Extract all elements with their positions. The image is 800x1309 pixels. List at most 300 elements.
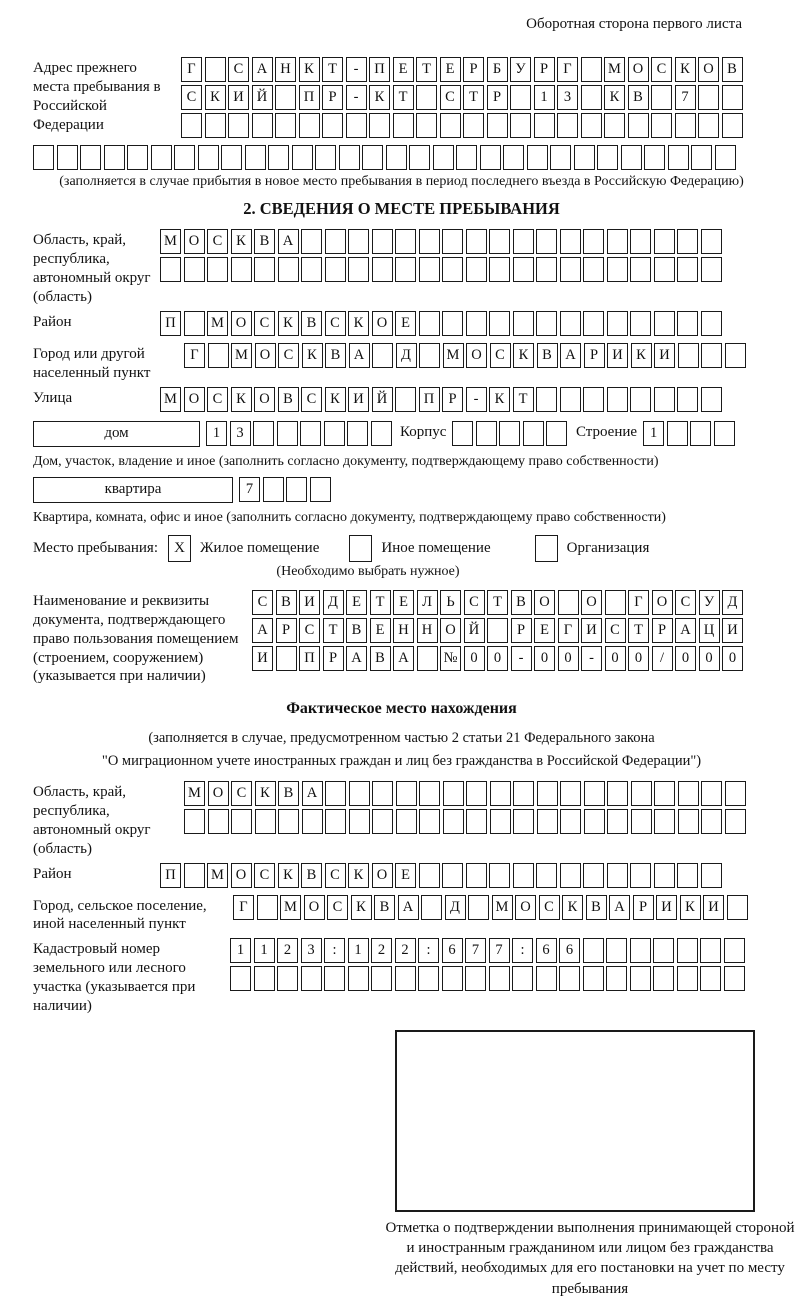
char-box[interactable] <box>489 311 510 336</box>
char-box[interactable]: Ь <box>440 590 461 615</box>
char-box[interactable] <box>701 387 722 412</box>
char-box[interactable] <box>371 966 392 991</box>
char-box[interactable]: В <box>511 590 532 615</box>
char-box[interactable] <box>466 863 487 888</box>
char-box[interactable]: Е <box>346 590 367 615</box>
char-box[interactable] <box>419 781 440 806</box>
char-box[interactable] <box>487 618 508 643</box>
char-box[interactable]: Р <box>463 57 484 82</box>
char-box[interactable]: Й <box>252 85 273 110</box>
char-box[interactable]: Е <box>393 590 414 615</box>
char-box[interactable]: С <box>490 343 511 368</box>
char-box[interactable]: 0 <box>605 646 626 671</box>
char-box[interactable] <box>255 809 276 834</box>
char-box[interactable] <box>301 257 322 282</box>
char-box[interactable]: И <box>348 387 369 412</box>
char-box[interactable]: Т <box>487 590 508 615</box>
char-box[interactable] <box>442 311 463 336</box>
char-box[interactable]: Д <box>396 343 417 368</box>
stroenie-row[interactable] <box>643 421 737 446</box>
char-box[interactable]: Д <box>445 895 466 920</box>
char-box[interactable]: К <box>680 895 701 920</box>
char-box[interactable] <box>253 421 274 446</box>
char-box[interactable]: 3 <box>301 938 322 963</box>
char-box[interactable] <box>476 421 497 446</box>
char-box[interactable]: К <box>348 863 369 888</box>
char-box[interactable] <box>558 590 579 615</box>
char-box[interactable] <box>396 809 417 834</box>
char-box[interactable]: Т <box>322 57 343 82</box>
char-box[interactable] <box>300 421 321 446</box>
char-box[interactable] <box>654 229 675 254</box>
char-box[interactable]: Й <box>464 618 485 643</box>
char-box[interactable]: С <box>299 618 320 643</box>
char-box[interactable] <box>324 421 345 446</box>
char-box[interactable]: 0 <box>699 646 720 671</box>
char-box[interactable]: М <box>207 863 228 888</box>
char-box[interactable] <box>419 343 440 368</box>
char-box[interactable] <box>560 781 581 806</box>
char-box[interactable]: О <box>652 590 673 615</box>
char-box[interactable] <box>254 966 275 991</box>
char-box[interactable] <box>184 311 205 336</box>
char-box[interactable] <box>560 809 581 834</box>
char-box[interactable] <box>254 257 275 282</box>
char-box[interactable]: К <box>299 57 320 82</box>
char-box[interactable] <box>534 113 555 138</box>
char-box[interactable]: Н <box>275 57 296 82</box>
char-box[interactable] <box>605 590 626 615</box>
char-box[interactable]: К <box>325 387 346 412</box>
char-box[interactable] <box>678 809 699 834</box>
char-box[interactable]: О <box>534 590 555 615</box>
char-box[interactable]: В <box>586 895 607 920</box>
char-box[interactable] <box>503 145 524 170</box>
char-box[interactable]: В <box>346 618 367 643</box>
char-box[interactable]: 1 <box>534 85 555 110</box>
char-box[interactable]: С <box>207 229 228 254</box>
char-box[interactable]: И <box>703 895 724 920</box>
char-box[interactable] <box>701 311 722 336</box>
char-box[interactable] <box>654 387 675 412</box>
char-box[interactable] <box>395 257 416 282</box>
char-box[interactable]: О <box>372 863 393 888</box>
char-box[interactable] <box>512 966 533 991</box>
char-box[interactable] <box>207 257 228 282</box>
char-box[interactable] <box>621 145 642 170</box>
char-box[interactable]: П <box>369 57 390 82</box>
char-box[interactable] <box>583 387 604 412</box>
char-box[interactable]: С <box>327 895 348 920</box>
char-box[interactable] <box>560 229 581 254</box>
char-box[interactable] <box>584 809 605 834</box>
document-row-1[interactable] <box>252 590 746 615</box>
char-box[interactable]: 3 <box>230 421 251 446</box>
char-box[interactable]: С <box>252 590 273 615</box>
char-box[interactable] <box>275 113 296 138</box>
char-box[interactable]: : <box>418 938 439 963</box>
char-box[interactable] <box>339 145 360 170</box>
char-box[interactable] <box>275 85 296 110</box>
char-box[interactable] <box>527 145 548 170</box>
char-box[interactable] <box>691 145 712 170</box>
char-box[interactable]: В <box>278 387 299 412</box>
char-box[interactable] <box>395 229 416 254</box>
char-box[interactable] <box>292 145 313 170</box>
char-box[interactable]: П <box>160 863 181 888</box>
char-box[interactable]: О <box>254 387 275 412</box>
char-box[interactable] <box>604 113 625 138</box>
region-row-1[interactable] <box>160 229 724 254</box>
char-box[interactable] <box>278 809 299 834</box>
checkbox-residential[interactable]: X <box>168 535 191 562</box>
char-box[interactable]: Н <box>393 618 414 643</box>
char-box[interactable]: В <box>254 229 275 254</box>
char-box[interactable]: В <box>301 863 322 888</box>
char-box[interactable]: О <box>698 57 719 82</box>
char-box[interactable] <box>301 966 322 991</box>
char-box[interactable] <box>698 85 719 110</box>
char-box[interactable]: У <box>510 57 531 82</box>
char-box[interactable]: А <box>252 57 273 82</box>
checkbox-organization[interactable] <box>535 535 558 562</box>
char-box[interactable] <box>208 809 229 834</box>
char-box[interactable]: О <box>440 618 461 643</box>
char-box[interactable] <box>654 311 675 336</box>
char-box[interactable]: В <box>722 57 743 82</box>
char-box[interactable] <box>346 113 367 138</box>
char-box[interactable]: А <box>278 229 299 254</box>
char-box[interactable] <box>583 257 604 282</box>
char-box[interactable]: Б <box>487 57 508 82</box>
char-box[interactable]: 1 <box>230 938 251 963</box>
char-box[interactable] <box>678 781 699 806</box>
char-box[interactable]: П <box>299 85 320 110</box>
char-box[interactable] <box>560 257 581 282</box>
char-box[interactable] <box>725 809 746 834</box>
char-box[interactable] <box>463 113 484 138</box>
char-box[interactable] <box>231 809 252 834</box>
char-box[interactable]: В <box>374 895 395 920</box>
char-box[interactable] <box>442 229 463 254</box>
char-box[interactable] <box>466 229 487 254</box>
char-box[interactable]: А <box>675 618 696 643</box>
char-box[interactable]: О <box>231 311 252 336</box>
char-box[interactable] <box>677 387 698 412</box>
char-box[interactable] <box>651 113 672 138</box>
char-box[interactable]: К <box>255 781 276 806</box>
char-box[interactable] <box>440 113 461 138</box>
char-box[interactable]: А <box>398 895 419 920</box>
char-box[interactable] <box>322 113 343 138</box>
char-box[interactable]: А <box>560 343 581 368</box>
char-box[interactable]: 0 <box>534 646 555 671</box>
char-box[interactable] <box>348 257 369 282</box>
char-box[interactable] <box>722 85 743 110</box>
char-box[interactable] <box>630 938 651 963</box>
char-box[interactable] <box>386 145 407 170</box>
char-box[interactable]: Р <box>511 618 532 643</box>
char-box[interactable] <box>654 257 675 282</box>
char-box[interactable] <box>654 863 675 888</box>
char-box[interactable] <box>443 809 464 834</box>
char-box[interactable] <box>466 257 487 282</box>
char-box[interactable]: - <box>346 85 367 110</box>
district-row[interactable] <box>160 311 724 336</box>
char-box[interactable]: О <box>581 590 602 615</box>
char-box[interactable]: 2 <box>277 938 298 963</box>
char-box[interactable]: А <box>252 618 273 643</box>
char-box[interactable] <box>184 863 205 888</box>
char-box[interactable] <box>536 387 557 412</box>
char-box[interactable]: О <box>184 387 205 412</box>
char-box[interactable]: С <box>207 387 228 412</box>
char-box[interactable] <box>560 863 581 888</box>
char-box[interactable]: К <box>351 895 372 920</box>
char-box[interactable] <box>489 257 510 282</box>
char-box[interactable] <box>581 85 602 110</box>
char-box[interactable] <box>714 421 735 446</box>
char-box[interactable] <box>231 257 252 282</box>
char-box[interactable] <box>489 863 510 888</box>
char-box[interactable] <box>228 113 249 138</box>
char-box[interactable]: С <box>651 57 672 82</box>
char-box[interactable] <box>325 229 346 254</box>
char-box[interactable] <box>651 85 672 110</box>
char-box[interactable]: В <box>276 590 297 615</box>
char-box[interactable] <box>347 421 368 446</box>
char-box[interactable] <box>583 938 604 963</box>
char-box[interactable]: 0 <box>558 646 579 671</box>
char-box[interactable]: О <box>255 343 276 368</box>
char-box[interactable] <box>499 421 520 446</box>
char-box[interactable] <box>174 145 195 170</box>
char-box[interactable] <box>245 145 266 170</box>
char-box[interactable]: К <box>631 343 652 368</box>
char-box[interactable]: Р <box>442 387 463 412</box>
char-box[interactable] <box>654 809 675 834</box>
apartment-row[interactable] <box>239 477 333 502</box>
char-box[interactable]: М <box>160 229 181 254</box>
char-box[interactable] <box>536 966 557 991</box>
char-box[interactable] <box>701 863 722 888</box>
char-box[interactable]: А <box>346 646 367 671</box>
char-box[interactable] <box>536 257 557 282</box>
prev-address-row-3[interactable] <box>181 113 745 138</box>
char-box[interactable] <box>700 966 721 991</box>
char-box[interactable] <box>369 113 390 138</box>
char-box[interactable]: 7 <box>465 938 486 963</box>
char-box[interactable] <box>325 257 346 282</box>
char-box[interactable]: Р <box>584 343 605 368</box>
char-box[interactable]: Е <box>393 57 414 82</box>
prev-address-row-4[interactable] <box>33 145 770 170</box>
char-box[interactable]: П <box>419 387 440 412</box>
char-box[interactable] <box>668 145 689 170</box>
char-box[interactable]: Н <box>417 618 438 643</box>
char-box[interactable] <box>550 145 571 170</box>
char-box[interactable]: О <box>184 229 205 254</box>
char-box[interactable] <box>372 809 393 834</box>
char-box[interactable]: Т <box>416 57 437 82</box>
char-box[interactable] <box>456 145 477 170</box>
char-box[interactable] <box>581 113 602 138</box>
char-box[interactable] <box>151 145 172 170</box>
char-box[interactable] <box>466 781 487 806</box>
char-box[interactable]: / <box>652 646 673 671</box>
char-box[interactable]: : <box>324 938 345 963</box>
char-box[interactable]: К <box>369 85 390 110</box>
char-box[interactable] <box>419 229 440 254</box>
char-box[interactable] <box>480 145 501 170</box>
char-box[interactable]: М <box>231 343 252 368</box>
char-box[interactable] <box>644 145 665 170</box>
char-box[interactable]: Р <box>276 618 297 643</box>
char-box[interactable] <box>268 145 289 170</box>
char-box[interactable]: У <box>699 590 720 615</box>
house-number-row[interactable] <box>206 421 394 446</box>
char-box[interactable]: Д <box>323 590 344 615</box>
char-box[interactable]: 0 <box>675 646 696 671</box>
char-box[interactable] <box>372 781 393 806</box>
char-box[interactable]: Й <box>372 387 393 412</box>
char-box[interactable]: Т <box>628 618 649 643</box>
char-box[interactable] <box>584 781 605 806</box>
char-box[interactable] <box>678 343 699 368</box>
char-box[interactable]: И <box>299 590 320 615</box>
char-box[interactable] <box>160 257 181 282</box>
char-box[interactable]: Т <box>323 618 344 643</box>
char-box[interactable]: С <box>231 781 252 806</box>
char-box[interactable] <box>181 113 202 138</box>
document-row-2[interactable] <box>252 618 746 643</box>
char-box[interactable]: Р <box>633 895 654 920</box>
char-box[interactable] <box>724 966 745 991</box>
char-box[interactable]: Т <box>513 387 534 412</box>
char-box[interactable]: Р <box>322 85 343 110</box>
cadastre-row-1[interactable] <box>230 938 747 963</box>
char-box[interactable] <box>33 145 54 170</box>
char-box[interactable]: С <box>539 895 560 920</box>
char-box[interactable]: И <box>722 618 743 643</box>
char-box[interactable]: С <box>325 863 346 888</box>
char-box[interactable] <box>675 113 696 138</box>
char-box[interactable] <box>513 311 534 336</box>
char-box[interactable] <box>371 421 392 446</box>
char-box[interactable]: Е <box>440 57 461 82</box>
char-box[interactable]: И <box>607 343 628 368</box>
char-box[interactable] <box>510 113 531 138</box>
prev-address-row-2[interactable] <box>181 85 745 110</box>
char-box[interactable] <box>396 781 417 806</box>
char-box[interactable] <box>536 229 557 254</box>
char-box[interactable] <box>490 809 511 834</box>
char-box[interactable] <box>221 145 242 170</box>
char-box[interactable]: А <box>349 343 370 368</box>
char-box[interactable] <box>442 863 463 888</box>
char-box[interactable] <box>677 938 698 963</box>
char-box[interactable]: 0 <box>464 646 485 671</box>
char-box[interactable] <box>230 966 251 991</box>
char-box[interactable] <box>372 229 393 254</box>
char-box[interactable] <box>417 646 438 671</box>
prev-address-row-1[interactable] <box>181 57 745 82</box>
char-box[interactable] <box>372 343 393 368</box>
char-box[interactable]: И <box>654 343 675 368</box>
char-box[interactable] <box>607 863 628 888</box>
char-box[interactable]: П <box>160 311 181 336</box>
char-box[interactable] <box>421 895 442 920</box>
char-box[interactable]: В <box>301 311 322 336</box>
document-row-3[interactable] <box>252 646 746 671</box>
char-box[interactable] <box>583 229 604 254</box>
char-box[interactable] <box>583 311 604 336</box>
char-box[interactable] <box>513 809 534 834</box>
char-box[interactable]: О <box>628 57 649 82</box>
char-box[interactable] <box>466 311 487 336</box>
char-box[interactable] <box>315 145 336 170</box>
char-box[interactable] <box>419 809 440 834</box>
char-box[interactable]: 7 <box>675 85 696 110</box>
char-box[interactable] <box>725 343 746 368</box>
char-box[interactable]: Р <box>323 646 344 671</box>
char-box[interactable] <box>302 809 323 834</box>
char-box[interactable] <box>537 809 558 834</box>
char-box[interactable]: О <box>208 781 229 806</box>
char-box[interactable] <box>301 229 322 254</box>
char-box[interactable] <box>510 85 531 110</box>
char-box[interactable]: С <box>440 85 461 110</box>
char-box[interactable] <box>701 229 722 254</box>
char-box[interactable]: Е <box>395 311 416 336</box>
char-box[interactable]: 2 <box>371 938 392 963</box>
char-box[interactable]: 0 <box>722 646 743 671</box>
char-box[interactable]: В <box>278 781 299 806</box>
char-box[interactable]: 0 <box>487 646 508 671</box>
char-box[interactable] <box>276 646 297 671</box>
char-box[interactable] <box>513 781 534 806</box>
char-box[interactable] <box>184 257 205 282</box>
char-box[interactable]: К <box>489 387 510 412</box>
char-box[interactable] <box>583 966 604 991</box>
char-box[interactable] <box>277 966 298 991</box>
char-box[interactable] <box>701 257 722 282</box>
char-box[interactable]: 1 <box>206 421 227 446</box>
char-box[interactable] <box>630 863 651 888</box>
char-box[interactable]: С <box>278 343 299 368</box>
char-box[interactable]: С <box>301 387 322 412</box>
char-box[interactable] <box>372 257 393 282</box>
char-box[interactable]: - <box>581 646 602 671</box>
char-box[interactable]: К <box>278 863 299 888</box>
char-box[interactable] <box>607 311 628 336</box>
char-box[interactable]: М <box>492 895 513 920</box>
char-box[interactable] <box>631 809 652 834</box>
char-box[interactable] <box>286 477 307 502</box>
char-box[interactable] <box>677 311 698 336</box>
char-box[interactable] <box>536 311 557 336</box>
char-box[interactable] <box>348 229 369 254</box>
char-box[interactable] <box>701 343 722 368</box>
char-box[interactable] <box>442 966 463 991</box>
char-box[interactable] <box>700 938 721 963</box>
char-box[interactable] <box>325 781 346 806</box>
char-box[interactable] <box>536 863 557 888</box>
char-box[interactable] <box>310 477 331 502</box>
char-box[interactable] <box>513 257 534 282</box>
char-box[interactable] <box>252 113 273 138</box>
char-box[interactable] <box>630 311 651 336</box>
